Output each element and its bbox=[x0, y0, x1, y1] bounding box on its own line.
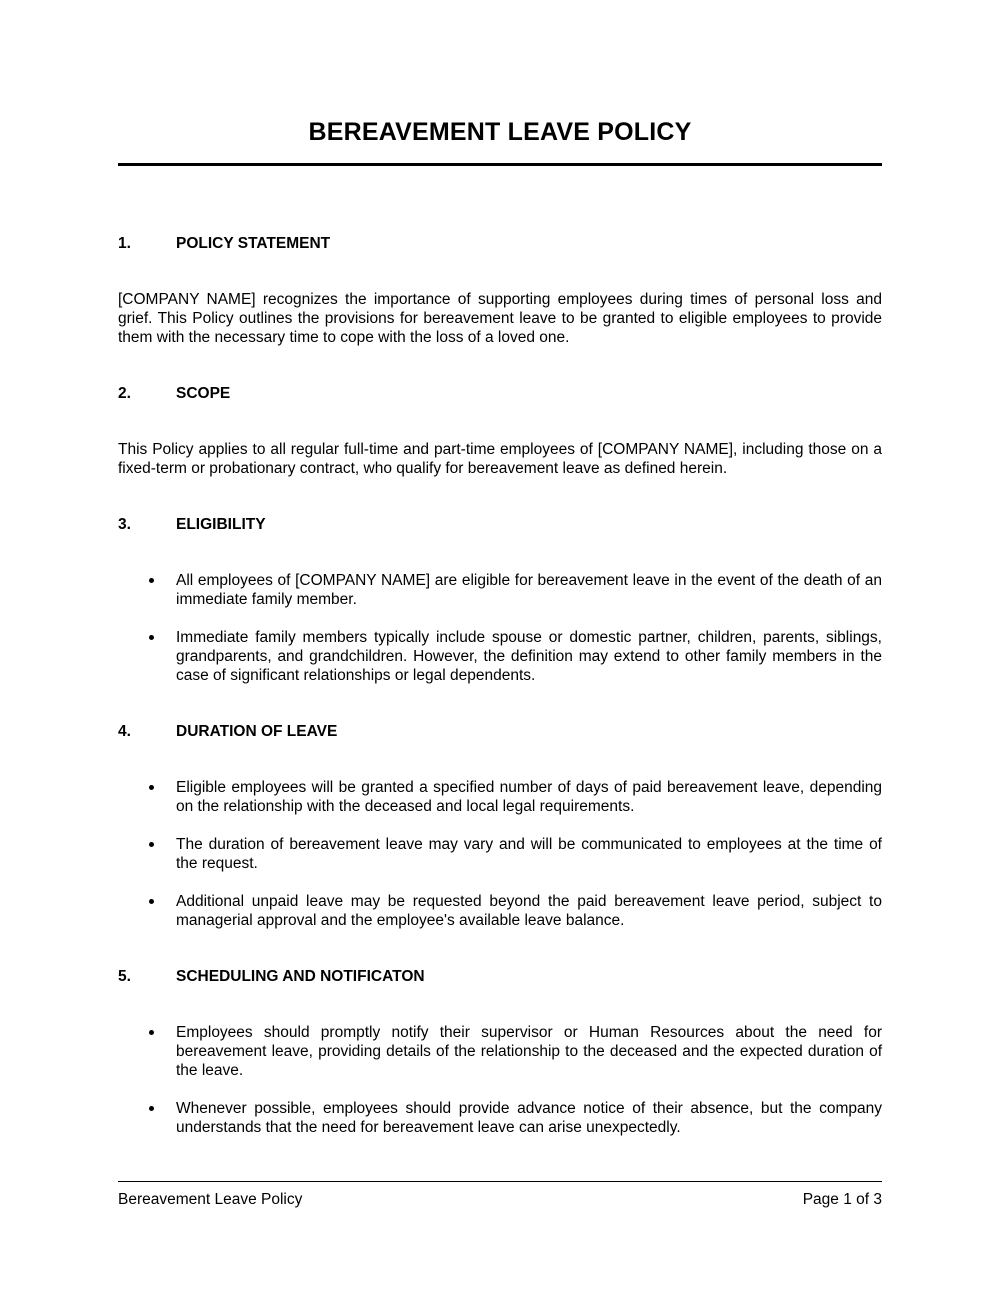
list-item bbox=[118, 571, 882, 609]
bullet-icon bbox=[118, 628, 176, 685]
list-item bbox=[118, 835, 882, 873]
list-item-text: Eligible employees will be granted a specified number of days of paid bereavement leave, depending on the relationship with the deceased and local legal requirements. bbox=[176, 779, 882, 815]
duration-list bbox=[118, 778, 882, 930]
footer-page-number: Page 1 of 3 bbox=[802, 1191, 882, 1208]
bullet-icon bbox=[118, 1099, 176, 1137]
list-item bbox=[118, 1023, 882, 1080]
section-heading-scope bbox=[118, 384, 882, 403]
document-body bbox=[118, 234, 882, 1174]
bullet-icon bbox=[118, 571, 176, 609]
bullet-icon bbox=[118, 778, 176, 816]
title-divider bbox=[118, 163, 882, 166]
list-item bbox=[118, 892, 882, 930]
section-number: 2. bbox=[118, 385, 131, 402]
section-title: SCHEDULING AND NOTIFICATON bbox=[176, 968, 425, 985]
section-heading-policy-statement bbox=[118, 234, 882, 253]
section-number: 3. bbox=[118, 516, 131, 533]
scope-paragraph: This Policy applies to all regular full-time and part-time employees of [COMPANY NAME], including those on a fixed-term or probationary contract, who qualify for bereavement leave as defined herein. bbox=[118, 441, 882, 477]
scheduling-list bbox=[118, 1023, 882, 1137]
section-title: ELIGIBILITY bbox=[176, 516, 266, 533]
list-item-text: Whenever possible, employees should provide advance notice of their absence, but the company understands that the need for bereavement leave can arise unexpectedly. bbox=[176, 1100, 882, 1136]
section-title: DURATION OF LEAVE bbox=[176, 723, 338, 740]
section-heading-scheduling-and-notification bbox=[118, 967, 882, 986]
list-item-text: The duration of bereavement leave may vary and will be communicated to employees at the time of the request. bbox=[176, 836, 882, 872]
bullet-icon bbox=[118, 1023, 176, 1080]
section-heading-eligibility bbox=[118, 515, 882, 534]
list-item bbox=[118, 778, 882, 816]
bullet-icon bbox=[118, 835, 176, 873]
list-item-text: Additional unpaid leave may be requested beyond the paid bereavement leave period, subject to managerial approval and the employee's available leave balance. bbox=[176, 893, 882, 929]
section-number: 4. bbox=[118, 723, 131, 740]
section-number: 1. bbox=[118, 235, 131, 252]
section-number: 5. bbox=[118, 968, 131, 985]
section-title: POLICY STATEMENT bbox=[176, 235, 331, 252]
list-item bbox=[118, 1099, 882, 1137]
list-item bbox=[118, 628, 882, 685]
section-title: SCOPE bbox=[176, 385, 231, 402]
document-title: BEREAVEMENT LEAVE POLICY bbox=[308, 118, 692, 146]
list-item-text: Employees should promptly notify their supervisor or Human Resources about the need for bereavement leave, providing details of the relationship to the deceased and the expected duration of the leave. bbox=[176, 1024, 882, 1079]
policy-statement-paragraph: [COMPANY NAME] recognizes the importance of supporting employees during times of personal loss and grief. This Policy outlines the provisions for bereavement leave to be granted to eligible employees to provide them with the necessary time to cope with the loss of a loved one. bbox=[118, 291, 882, 346]
list-item-text: All employees of [COMPANY NAME] are eligible for bereavement leave in the event of the death of an immediate family member. bbox=[176, 572, 882, 608]
footer-divider bbox=[118, 1181, 882, 1182]
page-footer bbox=[118, 1190, 882, 1209]
bullet-icon bbox=[118, 892, 176, 930]
footer-document-name: Bereavement Leave Policy bbox=[118, 1191, 303, 1208]
section-heading-duration-of-leave bbox=[118, 722, 882, 741]
list-item-text: Immediate family members typically include spouse or domestic partner, children, parents, siblings, grandparents, and grandchildren. However, the definition may extend to other family members in the case of significant relationships or legal dependents. bbox=[176, 629, 882, 684]
eligibility-list bbox=[118, 571, 882, 685]
